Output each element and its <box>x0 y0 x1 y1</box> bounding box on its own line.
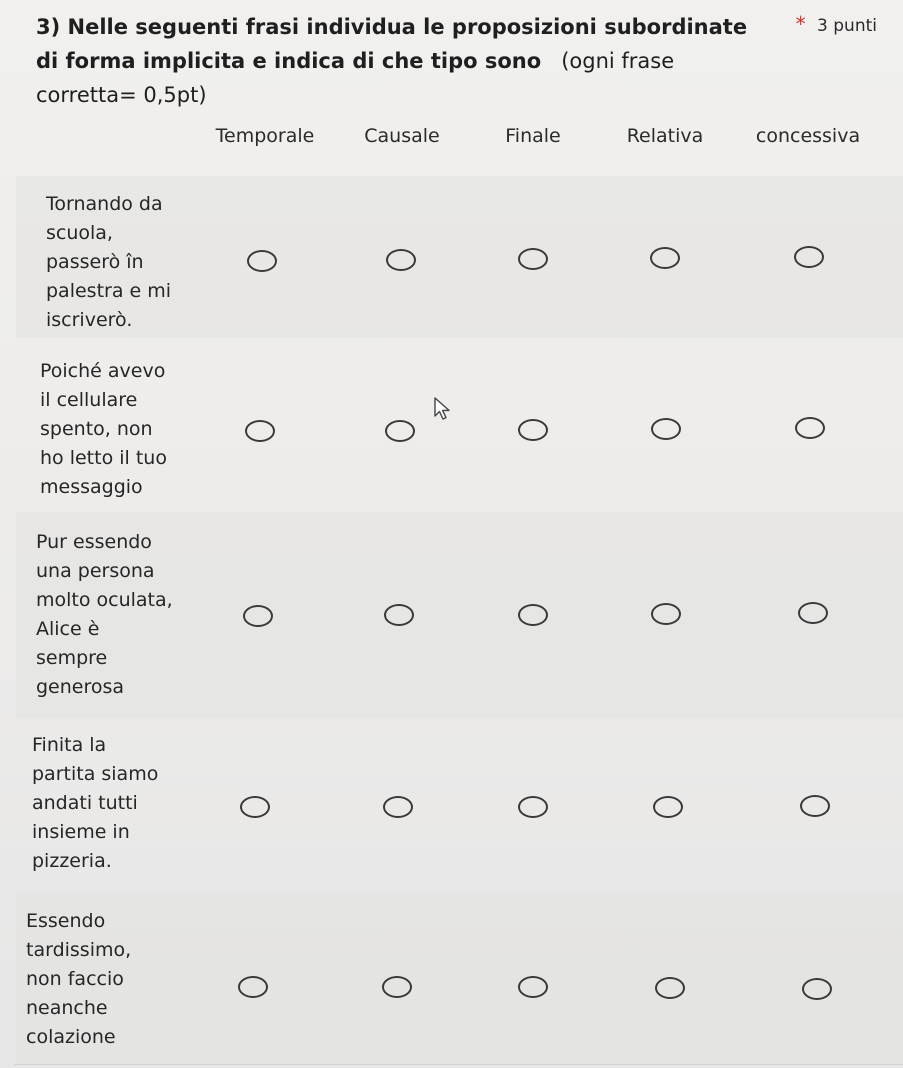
row-label: Essendo tardissimo, non faccio neanche colazione <box>26 910 132 1048</box>
radio-unchecked-icon[interactable] <box>518 604 548 626</box>
radio-unchecked-icon[interactable] <box>382 976 412 998</box>
radio-unchecked-icon[interactable] <box>243 605 273 627</box>
question-points <box>796 10 877 40</box>
points-label: 3 punti <box>817 16 877 36</box>
radio-unchecked-icon[interactable] <box>651 418 681 440</box>
radio-unchecked-icon[interactable] <box>240 796 270 818</box>
radio-unchecked-icon[interactable] <box>518 248 548 270</box>
radio-unchecked-icon[interactable] <box>795 417 825 439</box>
row-label: Tornando da scuola, passerò în palestra e mi iscriverò. <box>46 193 172 331</box>
radio-unchecked-icon[interactable] <box>245 420 275 442</box>
column-header-causale: Causale <box>364 125 440 147</box>
question-title-scoring: (ogni frase corretta= 0,5pt) <box>36 49 675 107</box>
radio-unchecked-icon[interactable] <box>798 602 828 624</box>
asterisk-icon: * <box>795 12 806 36</box>
radio-unchecked-icon[interactable] <box>238 976 268 998</box>
radio-unchecked-icon[interactable] <box>800 795 830 817</box>
column-header-temporale: Temporale <box>215 125 315 147</box>
radio-unchecked-icon[interactable] <box>794 246 824 268</box>
radio-unchecked-icon[interactable] <box>247 250 277 272</box>
column-header-concessiva: concessiva <box>755 125 861 147</box>
question-title <box>36 10 756 112</box>
radio-unchecked-icon[interactable] <box>383 796 413 818</box>
radio-unchecked-icon[interactable] <box>653 796 683 818</box>
column-header-relativa: Relativa <box>626 125 704 147</box>
radio-unchecked-icon[interactable] <box>385 420 415 442</box>
question-title-main: 3) Nelle seguenti frasi individua le proposizioni subordinate di forma implicita e indica di che tipo sono <box>36 15 748 73</box>
form-bottom-divider <box>14 1064 903 1065</box>
column-header-finale: Finale <box>505 125 561 147</box>
radio-unchecked-icon[interactable] <box>650 247 680 269</box>
radio-unchecked-icon[interactable] <box>655 977 685 999</box>
radio-unchecked-icon[interactable] <box>386 249 416 271</box>
radio-unchecked-icon[interactable] <box>518 419 548 441</box>
mouse-pointer-icon <box>432 396 454 422</box>
radio-unchecked-icon[interactable] <box>518 976 548 998</box>
row-label: Finita la partita siamo andati tutti insieme in pizzeria. <box>32 734 159 872</box>
radio-unchecked-icon[interactable] <box>384 604 414 626</box>
radio-unchecked-icon[interactable] <box>518 796 548 818</box>
row-label: Pur essendo una persona molto oculata, Alice è sempre generosa <box>36 531 173 698</box>
radio-unchecked-icon[interactable] <box>651 603 681 625</box>
row-label: Poiché avevo il cellulare spento, non ho letto il tuo messaggio <box>40 360 167 498</box>
radio-unchecked-icon[interactable] <box>802 978 832 1000</box>
